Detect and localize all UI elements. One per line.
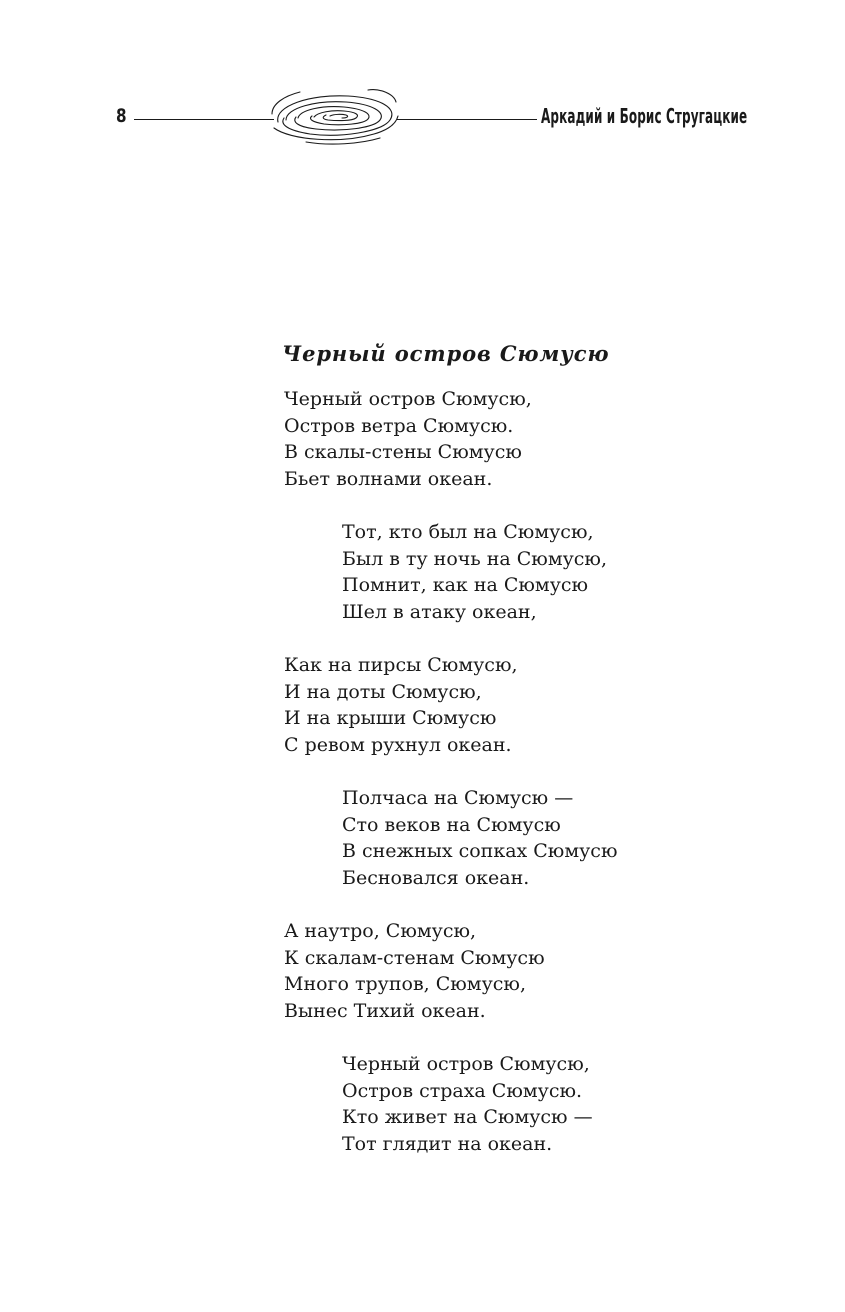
- poem-line: Шел в атаку океан,: [342, 600, 537, 623]
- poem-title: Черный остров Сюмусю: [282, 341, 610, 366]
- poem-line: Бесновался океан.: [342, 866, 530, 889]
- poem-line: Бьет волнами океан.: [284, 467, 493, 490]
- poem-line: Был в ту ночь на Сюмусю,: [342, 547, 607, 570]
- poem-line: Остров страха Сюмусю.: [342, 1079, 583, 1102]
- poem-line: В скалы-стены Сюмусю: [284, 441, 522, 464]
- stanza-1: [284, 386, 532, 492]
- header-rule-right: [397, 119, 537, 120]
- poem-line: Полчаса на Сюмусю —: [342, 787, 574, 809]
- poem-line: Много трупов, Сюмусю,: [284, 973, 526, 996]
- stanza-3: [284, 652, 518, 758]
- running-header-author: Аркадий и Борис Стругацкие: [541, 104, 748, 128]
- poem-line: Как на пирсы Сюмусю,: [284, 654, 518, 676]
- running-header: [0, 0, 845, 160]
- header-rule-left: [134, 119, 274, 120]
- poem-line: А наутро, Сюмусю,: [284, 920, 477, 942]
- stanza-4: [342, 785, 618, 891]
- stanza-5: [284, 918, 545, 1024]
- stanza-6: [342, 1051, 593, 1157]
- spiral-swirl-ornament-icon: [270, 84, 402, 148]
- poem-line: Кто живет на Сюмусю —: [342, 1106, 593, 1129]
- poem-line: Сто веков на Сюмусю: [342, 813, 561, 836]
- poem-line: Тот глядит на океан.: [342, 1132, 553, 1155]
- poem-line: Помнит, как на Сюмусю: [342, 574, 589, 597]
- poem-line: С ревом рухнул океан.: [284, 733, 512, 756]
- poem-line: Вынес Тихий океан.: [284, 999, 486, 1022]
- poem-line: В снежных сопках Сюмусю: [342, 840, 618, 863]
- poem-line: Остров ветра Сюмусю.: [284, 414, 514, 437]
- poem-line: Черный остров Сюмусю,: [342, 1053, 590, 1075]
- poem-line: Тот, кто был на Сюмусю,: [342, 521, 594, 543]
- poem-line: Черный остров Сюмусю,: [284, 388, 532, 410]
- stanza-2: [342, 519, 607, 625]
- poem-line: И на доты Сюмусю,: [284, 680, 482, 703]
- page-number: 8: [116, 105, 127, 127]
- poem-line: К скалам-стенам Сюмусю: [284, 946, 545, 969]
- poem-line: И на крыши Сюмусю: [284, 707, 497, 730]
